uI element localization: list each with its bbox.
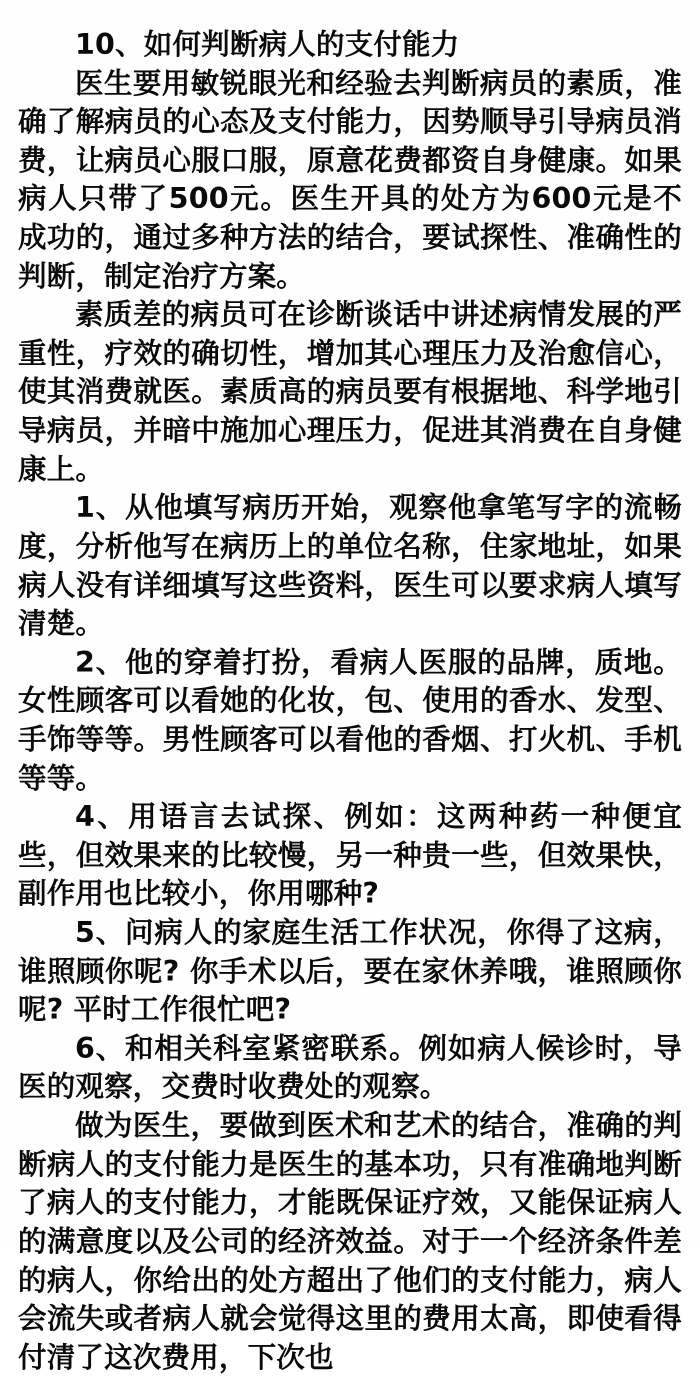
- section-heading: 10、如何判断病人的支付能力: [75, 28, 460, 61]
- document-body: [18, 26, 682, 1377]
- paragraph-8: 做为医生，要做到医术和艺术的结合，准确的判断病人的支付能力是医生的基本功，只有准确地判断了病人的支付能力，才能既保证疗效，又能保证病人的满意度以及公司的经济效益。对于一个经济条件差的病人，你给出的处方超出了他们的支付能力，病人会流失或者病人就会觉得这里的费用太高，即使看得付清了这次费用，下次也: [18, 1109, 682, 1374]
- paragraph-2: 素质差的病员可在诊断谈话中讲述病情发展的严重性，疗效的确切性，增加其心理压力及治愈信心，使其消费就医。素质高的病员要有根据地、科学地引导病员，并暗中施加心理压力，促进其消费在自身健康上。: [18, 298, 682, 486]
- paragraph-6: 5、问病人的家庭生活工作状况，你得了这病，谁照顾你呢? 你手术以后，要在家休养哦，谁照顾你呢? 平时工作很忙吧?: [18, 916, 682, 1027]
- paragraph-1: 医生要用敏锐眼光和经验去判断病员的素质，准确了解病员的心态及支付能力，因势顺导引导病员消费，让病员心服口服，原意花费都资自身健康。如果病人只带了500元。医生开具的处方为600元是不成功的，通过多种方法的结合，要试探性、准确性的判断，制定治疗方案。: [18, 66, 682, 293]
- paragraph-4: 2、他的穿着打扮，看病人医服的品牌，质地。女性顾客可以看她的化妆，包、使用的香水、发型、手饰等等。男性顾客可以看他的香烟、打火机、手机等等。: [18, 645, 682, 795]
- paragraph-7: 6、和相关科室紧密联系。例如病人候诊时，导医的观察，交费时收费处的观察。: [18, 1031, 682, 1104]
- paragraph-3: 1、从他填写病历开始，观察他拿笔写字的流畅度，分析他写在病历上的单位名称，住家地址，如果病人没有详细填写这些资料，医生可以要求病人填写清楚。: [18, 491, 682, 641]
- paragraph-5: 4、用语言去试探、例如：这两种药一种便宜些，但效果来的比较慢，另一种贵一些，但效果快，副作用也比较小，你用哪种?: [18, 800, 682, 911]
